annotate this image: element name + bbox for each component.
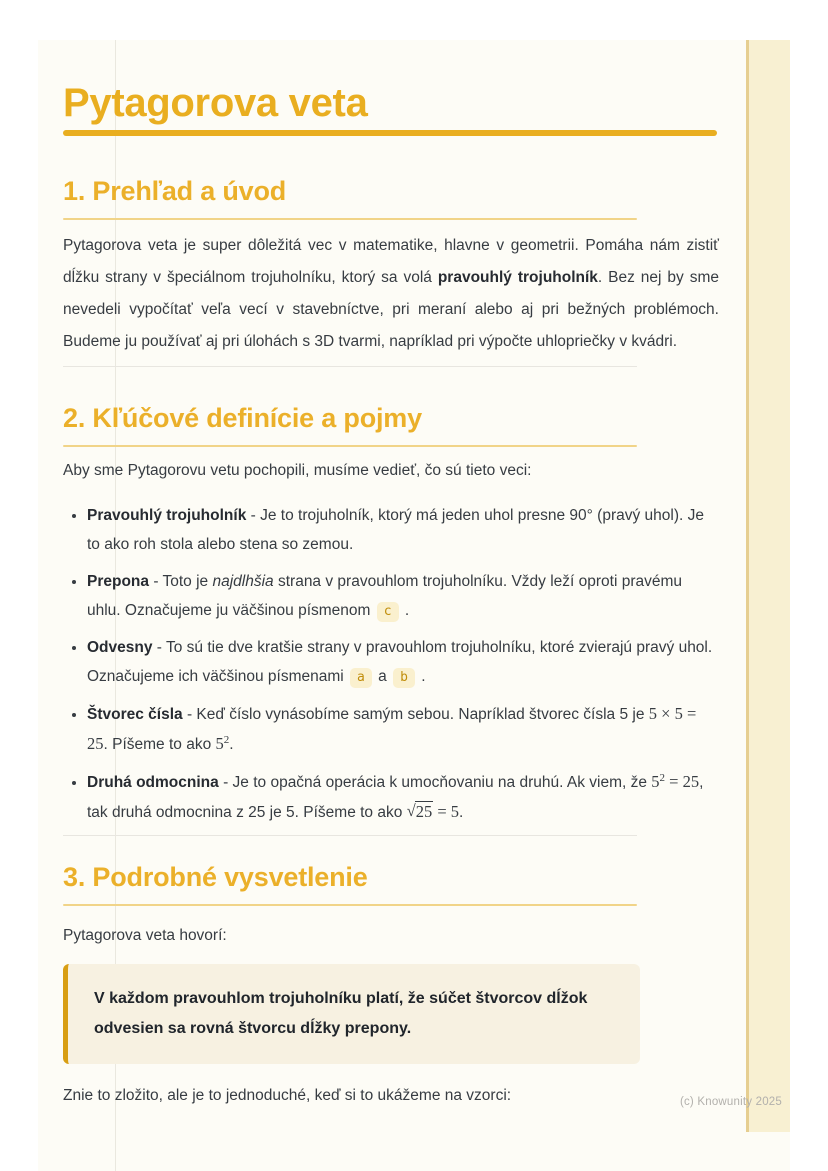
definition-term: Odvesny — [87, 639, 153, 657]
section-3-after: Znie to zložito, ale je to jednoduché, keď si to ukážeme na vzorci: — [63, 1087, 512, 1105]
math-expression: = 5 — [433, 802, 460, 822]
section-overview — [63, 176, 719, 367]
document-content — [63, 40, 719, 1110]
section-divider — [63, 366, 637, 367]
inline-code-badge: c — [377, 602, 399, 622]
title-underline — [63, 130, 717, 136]
definition-term: Štvorec čísla — [87, 706, 183, 724]
section-2-underline — [63, 445, 637, 447]
section-1-heading: 1. Prehľad a úvod — [63, 176, 287, 207]
section-divider — [63, 835, 637, 836]
definition-term: Prepona — [87, 573, 150, 591]
section-3-underline — [63, 904, 637, 906]
math-expression: √25 — [406, 801, 433, 822]
definition-item: • Druhá odmocnina - Je to opačná operácia k umocňovaniu na druhú. Ak viem, že $5^2 = 25$, tak druhá odmocnina z 25 je 5. Píšeme to ako √25 = 5. — [87, 767, 719, 827]
definition-term: Pravouhlý trojuholník — [87, 507, 247, 525]
section-3-lead: Pytagorova veta hovorí: — [63, 927, 227, 945]
definition-item: • Pravouhlý trojuholník - Je to trojuholník, ktorý má jeden uhol presne 90° (pravý uhol). Je to ako roh stola alebo stena so zemou. — [87, 501, 719, 559]
definition-item: • Prepona - Toto je najdlhšia strana v pravouhlom trojuholníku. Vždy leží oproti pravému uhlu. Označujeme ju väčšinou písmenom c . — [87, 567, 719, 625]
section-3-heading: 3. Podrobné vysvetlenie — [63, 862, 368, 893]
theorem-callout — [63, 964, 640, 1064]
definition-term: Druhá odmocnina — [87, 774, 219, 792]
theorem-callout-text: V každom pravouhlom trojuholníku platí, že súčet štvorcov dĺžok odvesien sa rovná štvorcu dĺžky prepony. — [94, 990, 588, 1038]
document-title: Pytagorova veta — [63, 81, 368, 125]
section-explanation — [63, 862, 719, 1110]
section-2-intro: Aby sme Pytagorovu vetu pochopili, musíme vedieť, čo sú tieto veci: — [63, 462, 532, 480]
document-page — [38, 40, 790, 1171]
section-2-heading: 2. Kľúčové definície a pojmy — [63, 403, 422, 434]
watermark: (c) Knowunity 2025 — [679, 1096, 782, 1108]
math-expression: = 25 — [665, 772, 700, 792]
section-definitions — [63, 403, 719, 836]
math-expression: $5^2$ — [215, 734, 230, 754]
definition-item: • Štvorec čísla - Keď číslo vynásobíme samým sebou. Napríklad štvorec čísla 5 je 5 × 5 = 25. Píšeme to ako $5^2$. — [87, 699, 719, 759]
math-expression: $5^2$ — [651, 772, 666, 792]
math-expression: 5 × 5 = 25 — [87, 704, 697, 754]
section-1-paragraph: Pytagorova veta je super dôležitá vec v matematike, hlavne v geometrii. Pomáha nám zistiť dĺžku strany v špeciálnom trojuholníku, ktorý sa volá pravouhlý trojuholník. Bez nej by sme nevedeli vypočítať veľa vecí v stavebníctve, pri meraní alebo aj pri bežných problémoch. Budeme ju používať aj pri úlohách s 3D tvarmi, napríklad pri výpočte uhlopriečky v kvádri. — [63, 237, 720, 351]
inline-code-badge: b — [393, 668, 415, 688]
page-edge-accent-strip — [746, 40, 790, 1132]
inline-code-badge: a — [350, 668, 372, 688]
section-1-underline — [63, 218, 637, 220]
definition-list — [63, 501, 719, 827]
definition-item: • Odvesny - To sú tie dve kratšie strany v pravouhlom trojuholníku, ktoré zvierajú pravý uhol. Označujeme ich väčšinou písmenami a a b . — [87, 633, 719, 691]
